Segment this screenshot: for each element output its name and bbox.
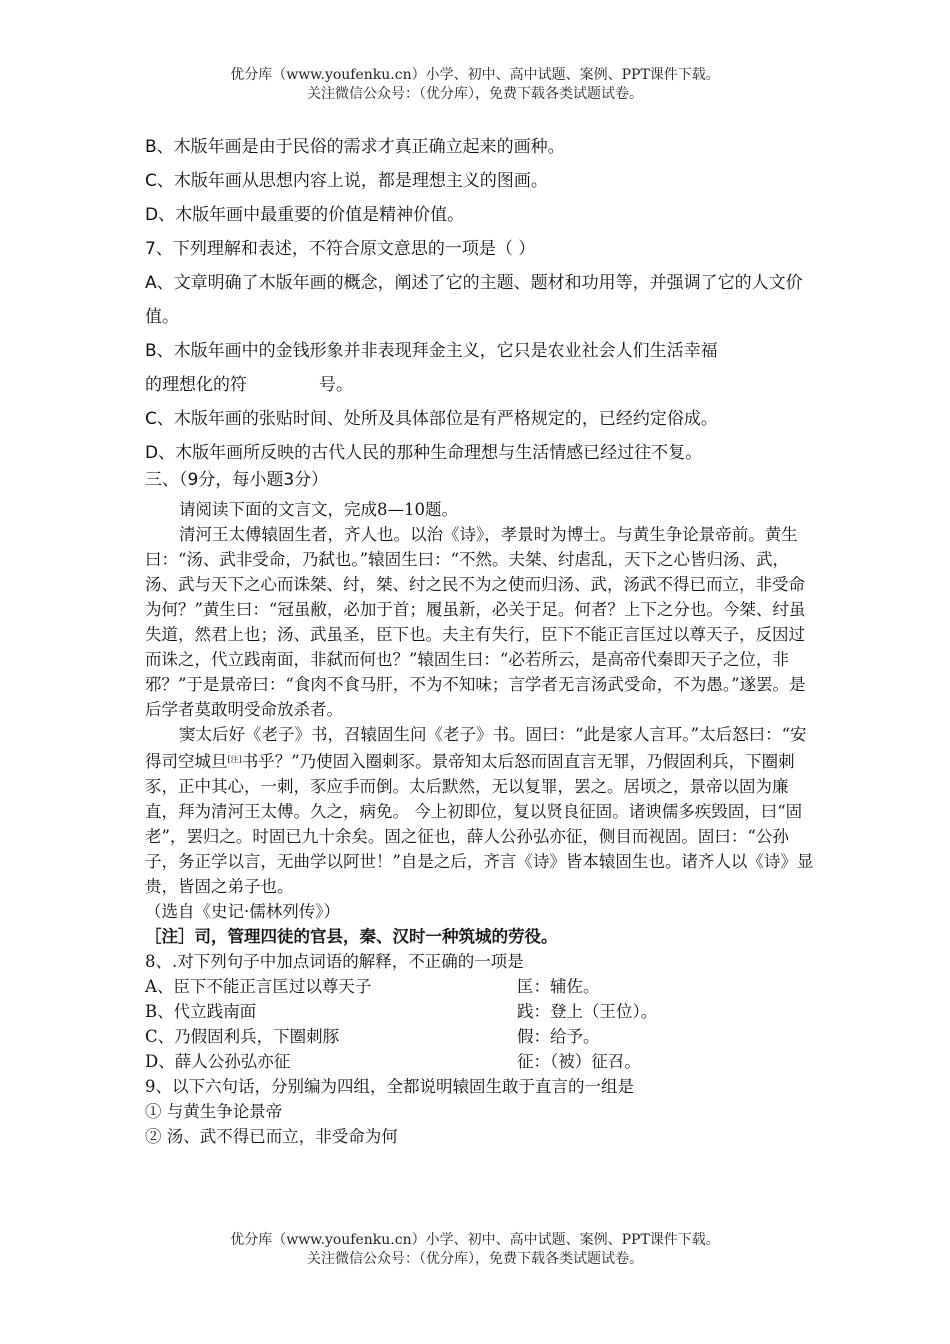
q8-option-gloss: 匡：辅佐。 bbox=[517, 977, 600, 996]
q7-stem: 7、下列理解和表述，不符合原文意思的一项是（ ） bbox=[145, 239, 536, 259]
q7-option-b-line1: B、木版年画中的金钱形象并非表现拜金主义，它只是农业社会人们生活幸福 bbox=[145, 341, 718, 361]
page-footer bbox=[0, 1231, 950, 1269]
q8-option-sentence: B、代立践南面 bbox=[145, 1002, 257, 1021]
q9-item: ② 汤、武不得已而立，非受命为何 bbox=[145, 1127, 398, 1146]
page-header bbox=[0, 66, 950, 104]
q8-option-gloss: 践：登上（王位）。 bbox=[517, 1002, 658, 1021]
q6-option-c: C、木版年画从思想内容上说，都是理想主义的图画。 bbox=[145, 171, 548, 191]
q6-option-b: B、木版年画是由于民俗的需求才真正确立起来的画种。 bbox=[145, 137, 565, 157]
footer-line-1: 优分库（www.youfenku.cn）小学、初中、高中试题、案例、PPT课件下载。 bbox=[230, 1232, 720, 1248]
passage-note: ［注］司，管理四徒的官县，秦、汉时一种筑城的劳役。 bbox=[145, 927, 558, 946]
q8-option-sentence: A、臣下不能正言匡过以尊天子 bbox=[145, 977, 372, 996]
q7-option-b-part1: 的理想化的符 bbox=[145, 375, 247, 395]
footer-line-2: 关注微信公众号：（优分库），免费下载各类试题试卷。 bbox=[307, 1251, 643, 1267]
note-marker: [注] bbox=[227, 755, 242, 764]
q6-option-d: D、木版年画中最重要的价值是精神价值。 bbox=[145, 205, 465, 225]
q7-option-d: D、木版年画所反映的古代人民的那种生命理想与生活情感已经过往不复。 bbox=[145, 443, 703, 463]
q7-option-b-part2: 号。 bbox=[319, 375, 353, 395]
q8-option-sentence: D、薛人公孙弘亦征 bbox=[145, 1052, 291, 1071]
header-line-2: 关注微信公众号：（优分库），免费下载各类试题试卷。 bbox=[307, 86, 643, 102]
questions-6-7 bbox=[145, 130, 825, 470]
passage-p2-before-note: 窦太后好《老子》书，召辕固生问《老子》书。固曰：“此是家人言耳。”太后怒曰：“安得司空城旦 bbox=[145, 725, 807, 771]
q8-option bbox=[145, 1024, 815, 1049]
q8-stem: 8、.对下列句子中加点词语的解释，不正确的一项是 bbox=[145, 952, 524, 971]
passage-source: （选自《史记·儒林列传》） bbox=[145, 902, 340, 921]
header-line-1: 优分库（www.youfenku.cn）小学、初中、高中试题、案例、PPT课件下载。 bbox=[230, 67, 720, 83]
passage-p2-after-note: 书乎？”乃使固入圈刺豕。景帝知太后怒而固直言无罪，乃假固利兵，下圈刺豕，正中其心，一刺，豕应手而倒。太后默然，无以复罪，罢之。居顷之，景帝以固为廉直，拜为清河王太傅。久之，病免。 今上初即位，复以贤良征固。诸谀儒多疾毁固，曰“固老”，罢归之。时固已九十余矣。固之征也，薛人公孙弘亦征，侧目而视固。固曰：“公孙子，务正学以言，无曲学以阿世！”自是之后，齐言《诗》皆本辕固生也。诸齐人以《诗》显贵，皆固之弟子也。 bbox=[145, 752, 814, 896]
q8-option-sentence: C、乃假固利兵，下圈刺豚 bbox=[145, 1027, 340, 1046]
q8-option bbox=[145, 974, 815, 999]
section-3 bbox=[145, 466, 815, 1149]
q7-option-b-line2 bbox=[145, 368, 825, 402]
passage-paragraph-2 bbox=[145, 722, 815, 899]
q7-option-a: A、文章明确了木版年画的概念，阐述了它的主题、题材和功用等，并强调了它的人文价值。 bbox=[145, 273, 803, 327]
passage-paragraph-1: 清河王太傅辕固生者，齐人也。以治《诗》，孝景时为博士。与黄生争论景帝前。黄生曰：“汤、武非受命，乃弑也。”辕固生曰：“不然。夫桀、纣虐乱，天下之心皆归汤、武，汤、武与天下之心而诛桀、纣，桀、纣之民不为之使而归汤、武，汤武不得已而立，非受命为何？”黄生曰：“冠虽敝，必加于首；履虽新，必关于足。何者？上下之分也。今桀、纣虽失道，然君上也；汤、武虽圣，臣下也。夫主有失行，臣下不能正言匡过以尊天子，反因过而诛之，代立践南面，非弑而何也？”辕固生曰：“必若所云，是高帝代秦即天子之位，非邪？”于是景帝曰：“食肉不食马肝，不为不知味；言学者无言汤武受命，不为愚。”遂罢。是后学者莫敢明受命放杀者。 bbox=[145, 525, 806, 719]
q8-option bbox=[145, 1049, 815, 1074]
q7-option-c: C、木版年画的张贴时间、处所及具体部位是有严格规定的，已经约定俗成。 bbox=[145, 409, 718, 429]
q9-stem: 9、以下六句话，分别编为四组，全都说明辕固生敢于直言的一组是 bbox=[145, 1077, 634, 1096]
q9-item: ① 与黄生争论景帝 bbox=[145, 1102, 283, 1121]
q8-option-gloss: 征：（被）征召。 bbox=[517, 1052, 641, 1071]
q8-option-gloss: 假：给予。 bbox=[517, 1027, 600, 1046]
section-3-heading: 三、（9分，每小题3分） bbox=[145, 470, 329, 490]
q8-option bbox=[145, 999, 815, 1024]
section-3-instruction: 请阅读下面的文言文，完成8—10题。 bbox=[179, 500, 458, 519]
